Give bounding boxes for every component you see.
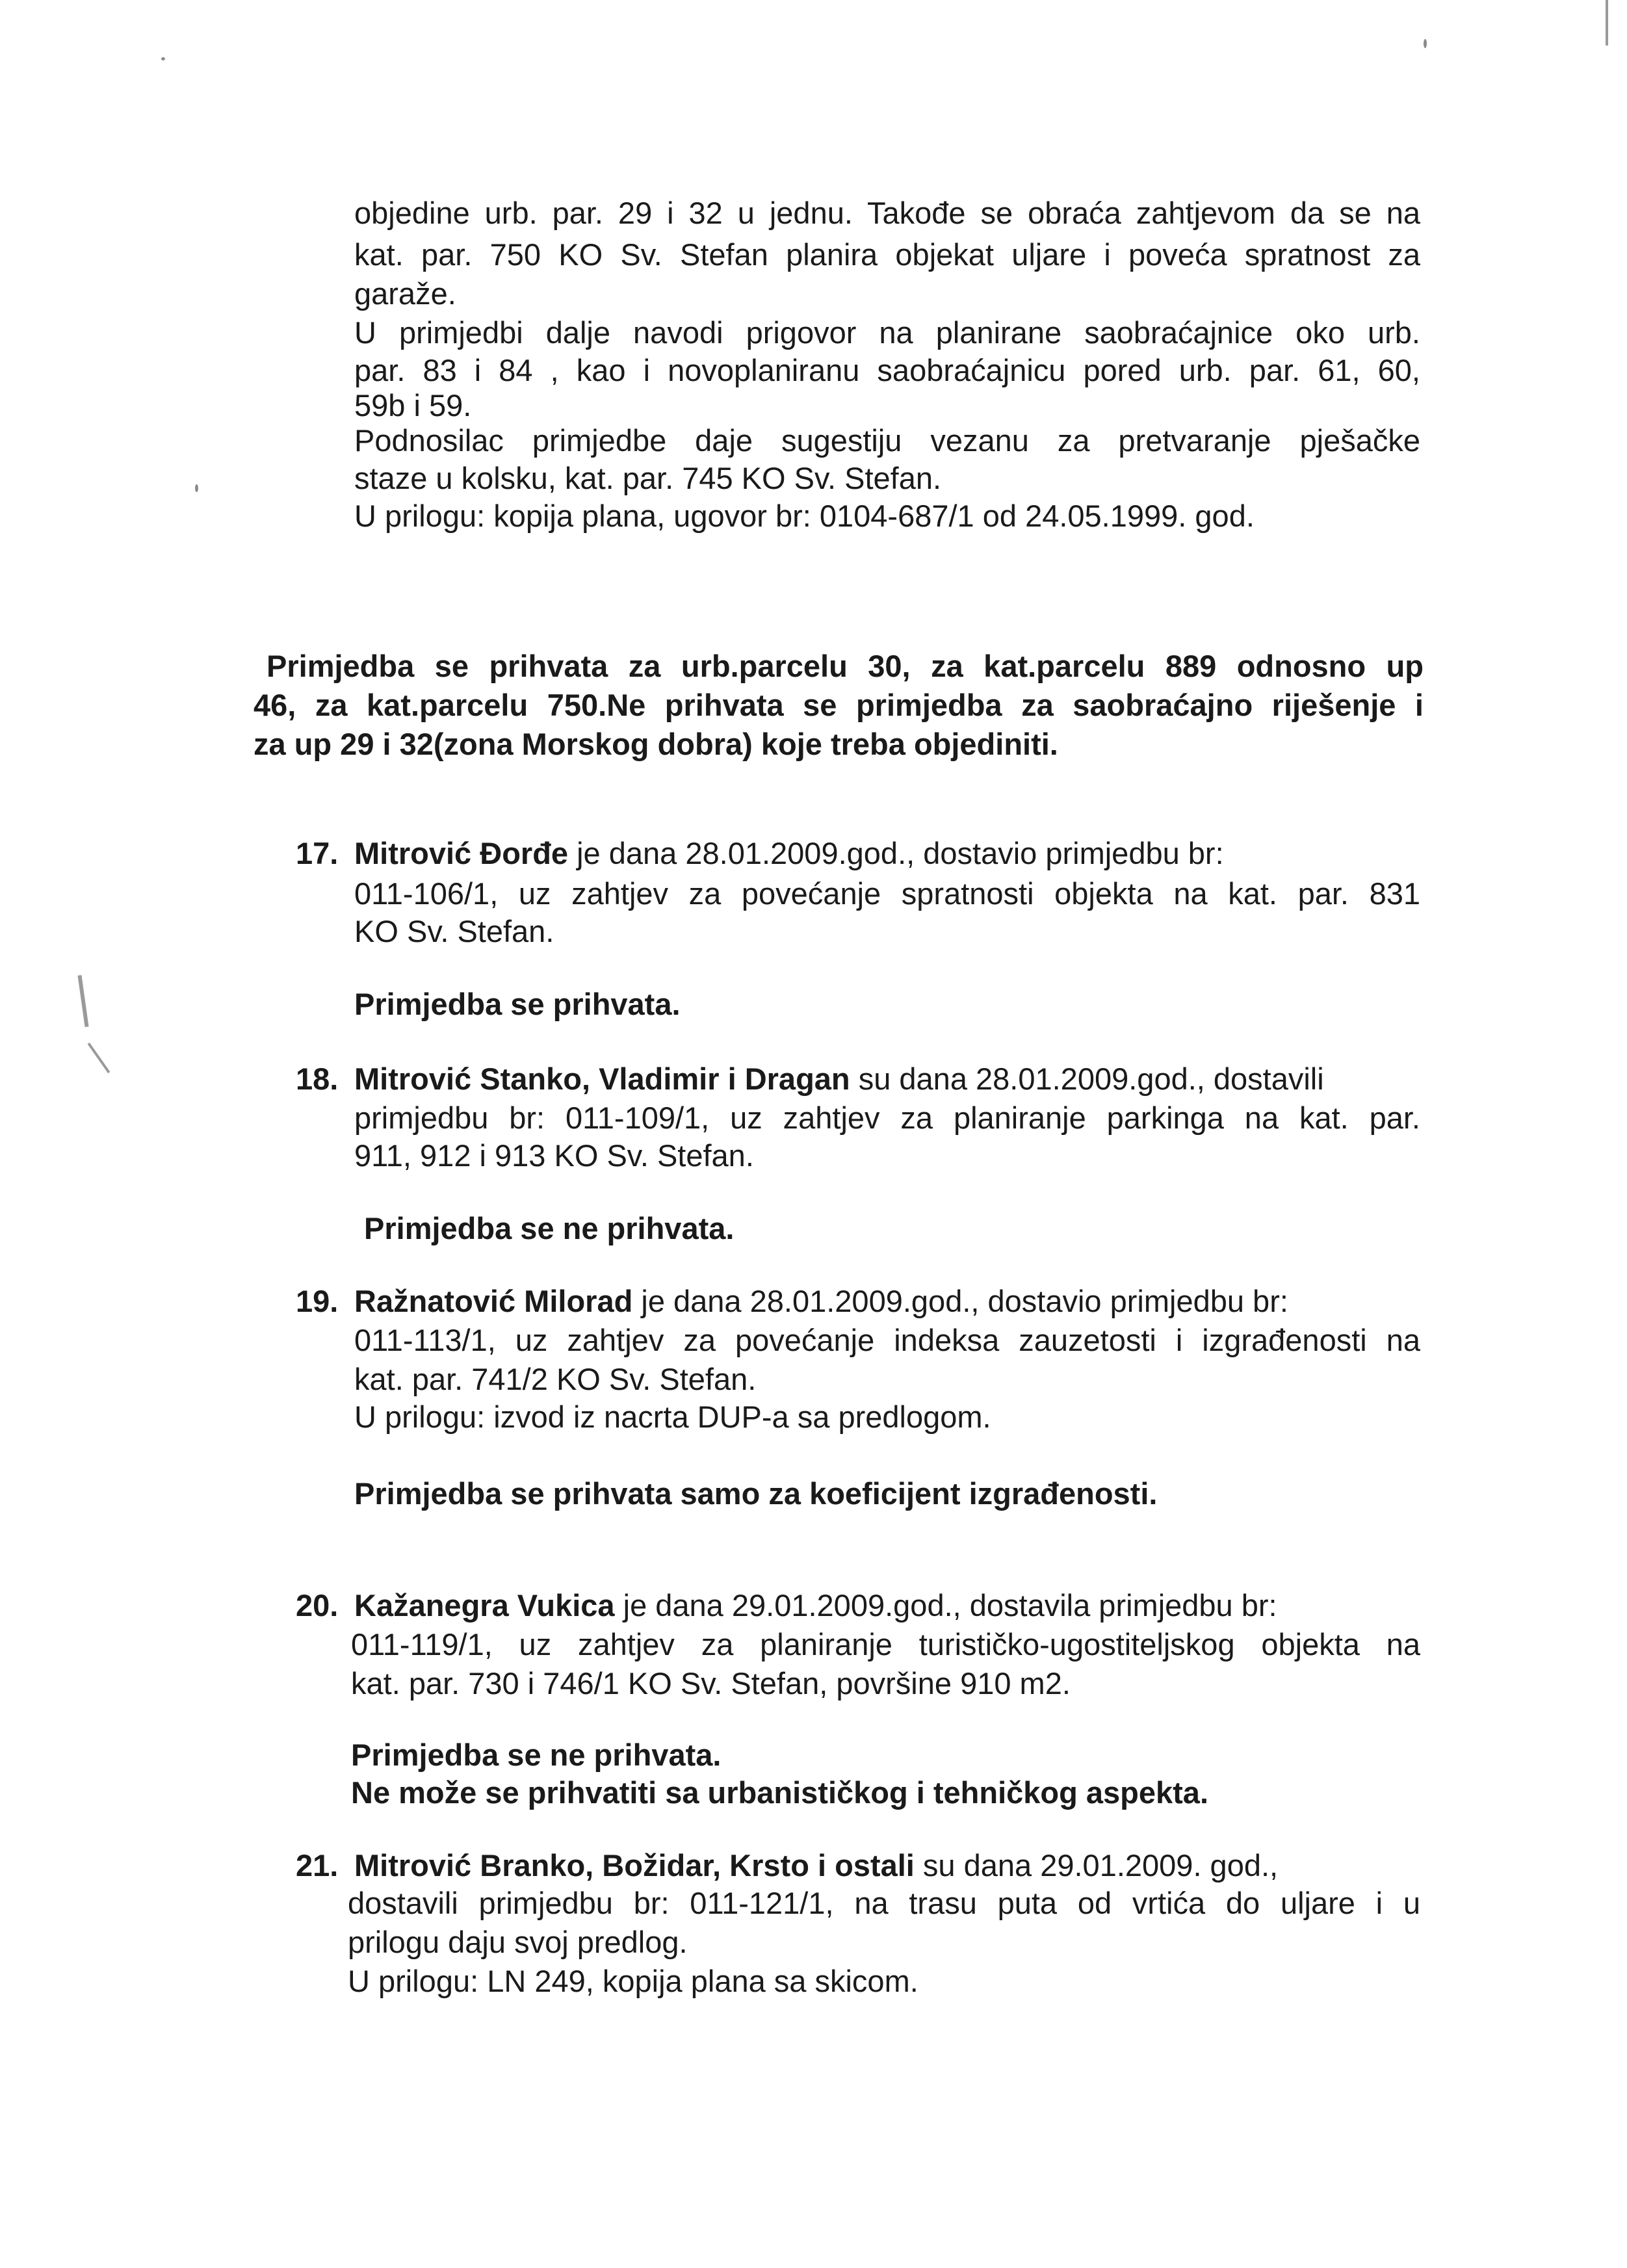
item-line: 911, 912 i 913 KO Sv. Stefan. — [354, 1138, 754, 1173]
intro-line: objedine urb. par. 29 i 32 u jednu. Takođe se obraća zahtjevom da se na — [354, 196, 1420, 230]
item-line: KO Sv. Stefan. — [354, 914, 554, 948]
item-number: 18. — [296, 1062, 339, 1096]
submitter-name: Ražnatović Milorad — [354, 1284, 633, 1318]
item-line: U prilogu: izvod iz nacrta DUP-a sa predlogom. — [354, 1400, 991, 1434]
item-first-line — [354, 1586, 1277, 1625]
item-first-line — [354, 1060, 1324, 1099]
intro-line: staze u kolsku, kat. par. 745 KO Sv. Stefan. — [354, 461, 942, 495]
item-text: su dana 28.01.2009.god., dostavili — [850, 1062, 1324, 1096]
intro-line: U prilogu: kopija plana, ugovor br: 0104-687/1 od 24.05.1999. god. — [354, 499, 1255, 533]
item-number: 17. — [296, 836, 339, 870]
intro-line: garaže. — [354, 276, 456, 311]
scan-speck — [1424, 39, 1427, 48]
item-text: je dana 29.01.2009.god., dostavila primjedbu br: — [614, 1588, 1277, 1623]
intro-line: Podnosilac primjedbe daje sugestiju vezanu za pretvaranje pješačke — [354, 423, 1420, 458]
scan-speck — [161, 57, 165, 60]
item-number: 19. — [296, 1284, 339, 1318]
intro-line: kat. par. 750 KO Sv. Stefan planira objekat uljare i poveća spratnost za — [354, 237, 1420, 272]
submitter-name: Kažanegra Vukica — [354, 1588, 615, 1623]
item-decision: Primjedba se ne prihvata. — [364, 1211, 735, 1245]
item-line: prilogu daju svoj predlog. — [348, 1925, 688, 1959]
item-line: 011-119/1, uz zahtjev za planiranje turističko-ugostiteljskog objekta na — [351, 1627, 1420, 1662]
item-first-line — [354, 1846, 1278, 1885]
item-line: kat. par. 741/2 KO Sv. Stefan. — [354, 1362, 757, 1396]
item-line: kat. par. 730 i 746/1 KO Sv. Stefan, površine 910 m2. — [351, 1666, 1071, 1701]
intro-line: par. 83 i 84 , kao i novoplaniranu saobraćajnicu pored urb. par. 61, 60, — [354, 353, 1420, 387]
decision-line: za up 29 i 32(zona Morskog dobra) koje treba objediniti. — [254, 727, 1058, 761]
scan-edge-mark — [1606, 0, 1608, 46]
submitter-name: Mitrović Stanko, Vladimir i Dragan — [354, 1062, 850, 1096]
submitter-name: Mitrović Branko, Božidar, Krsto i ostali — [354, 1848, 915, 1883]
item-line: U prilogu: LN 249, kopija plana sa skicom. — [348, 1964, 918, 1998]
scan-speck — [195, 484, 198, 492]
decision-line: Primjedba se prihvata za urb.parcelu 30, za kat.parcelu 889 odnosno up — [267, 649, 1424, 683]
item-line: 011-113/1, uz zahtjev za povećanje indeksa zauzetosti i izgrađenosti na — [354, 1323, 1420, 1357]
item-number: 20. — [296, 1588, 339, 1623]
intro-line: 59b i 59. — [354, 388, 472, 423]
item-text: je dana 28.01.2009.god., dostavio primjedbu br: — [632, 1284, 1288, 1318]
item-text: je dana 28.01.2009.god., dostavio primjedbu br: — [568, 836, 1224, 870]
item-line: 011-106/1, uz zahtjev za povećanje spratnosti objekta na kat. par. 831 — [354, 876, 1420, 911]
item-line: primjedbu br: 011-109/1, uz zahtjev za planiranje parkinga na kat. par. — [354, 1101, 1420, 1135]
item-first-line — [354, 1282, 1288, 1321]
scan-margin-mark — [88, 1043, 111, 1073]
item-number: 21. — [296, 1848, 339, 1883]
item-text: su dana 29.01.2009. god., — [914, 1848, 1279, 1883]
scan-margin-mark — [77, 975, 88, 1027]
item-decision: Primjedba se prihvata samo za koeficijent izgrađenosti. — [354, 1476, 1158, 1511]
item-line: dostavili primjedbu br: 011-121/1, na trasu puta od vrtića do uljare i u — [348, 1886, 1420, 1920]
item-first-line — [354, 834, 1420, 873]
item-decision: Primjedba se ne prihvata. — [351, 1738, 722, 1772]
item-decision: Primjedba se prihvata. — [354, 987, 681, 1021]
decision-line: 46, za kat.parcelu 750.Ne prihvata se primjedba za saobraćajno riješenje i — [254, 688, 1424, 722]
submitter-name: Mitrović Đorđe — [354, 836, 569, 870]
item-decision: Ne može se prihvatiti sa urbanističkog i tehničkog aspekta. — [351, 1775, 1209, 1810]
intro-line: U primjedbi dalje navodi prigovor na planirane saobraćajnice oko urb. — [354, 315, 1420, 350]
